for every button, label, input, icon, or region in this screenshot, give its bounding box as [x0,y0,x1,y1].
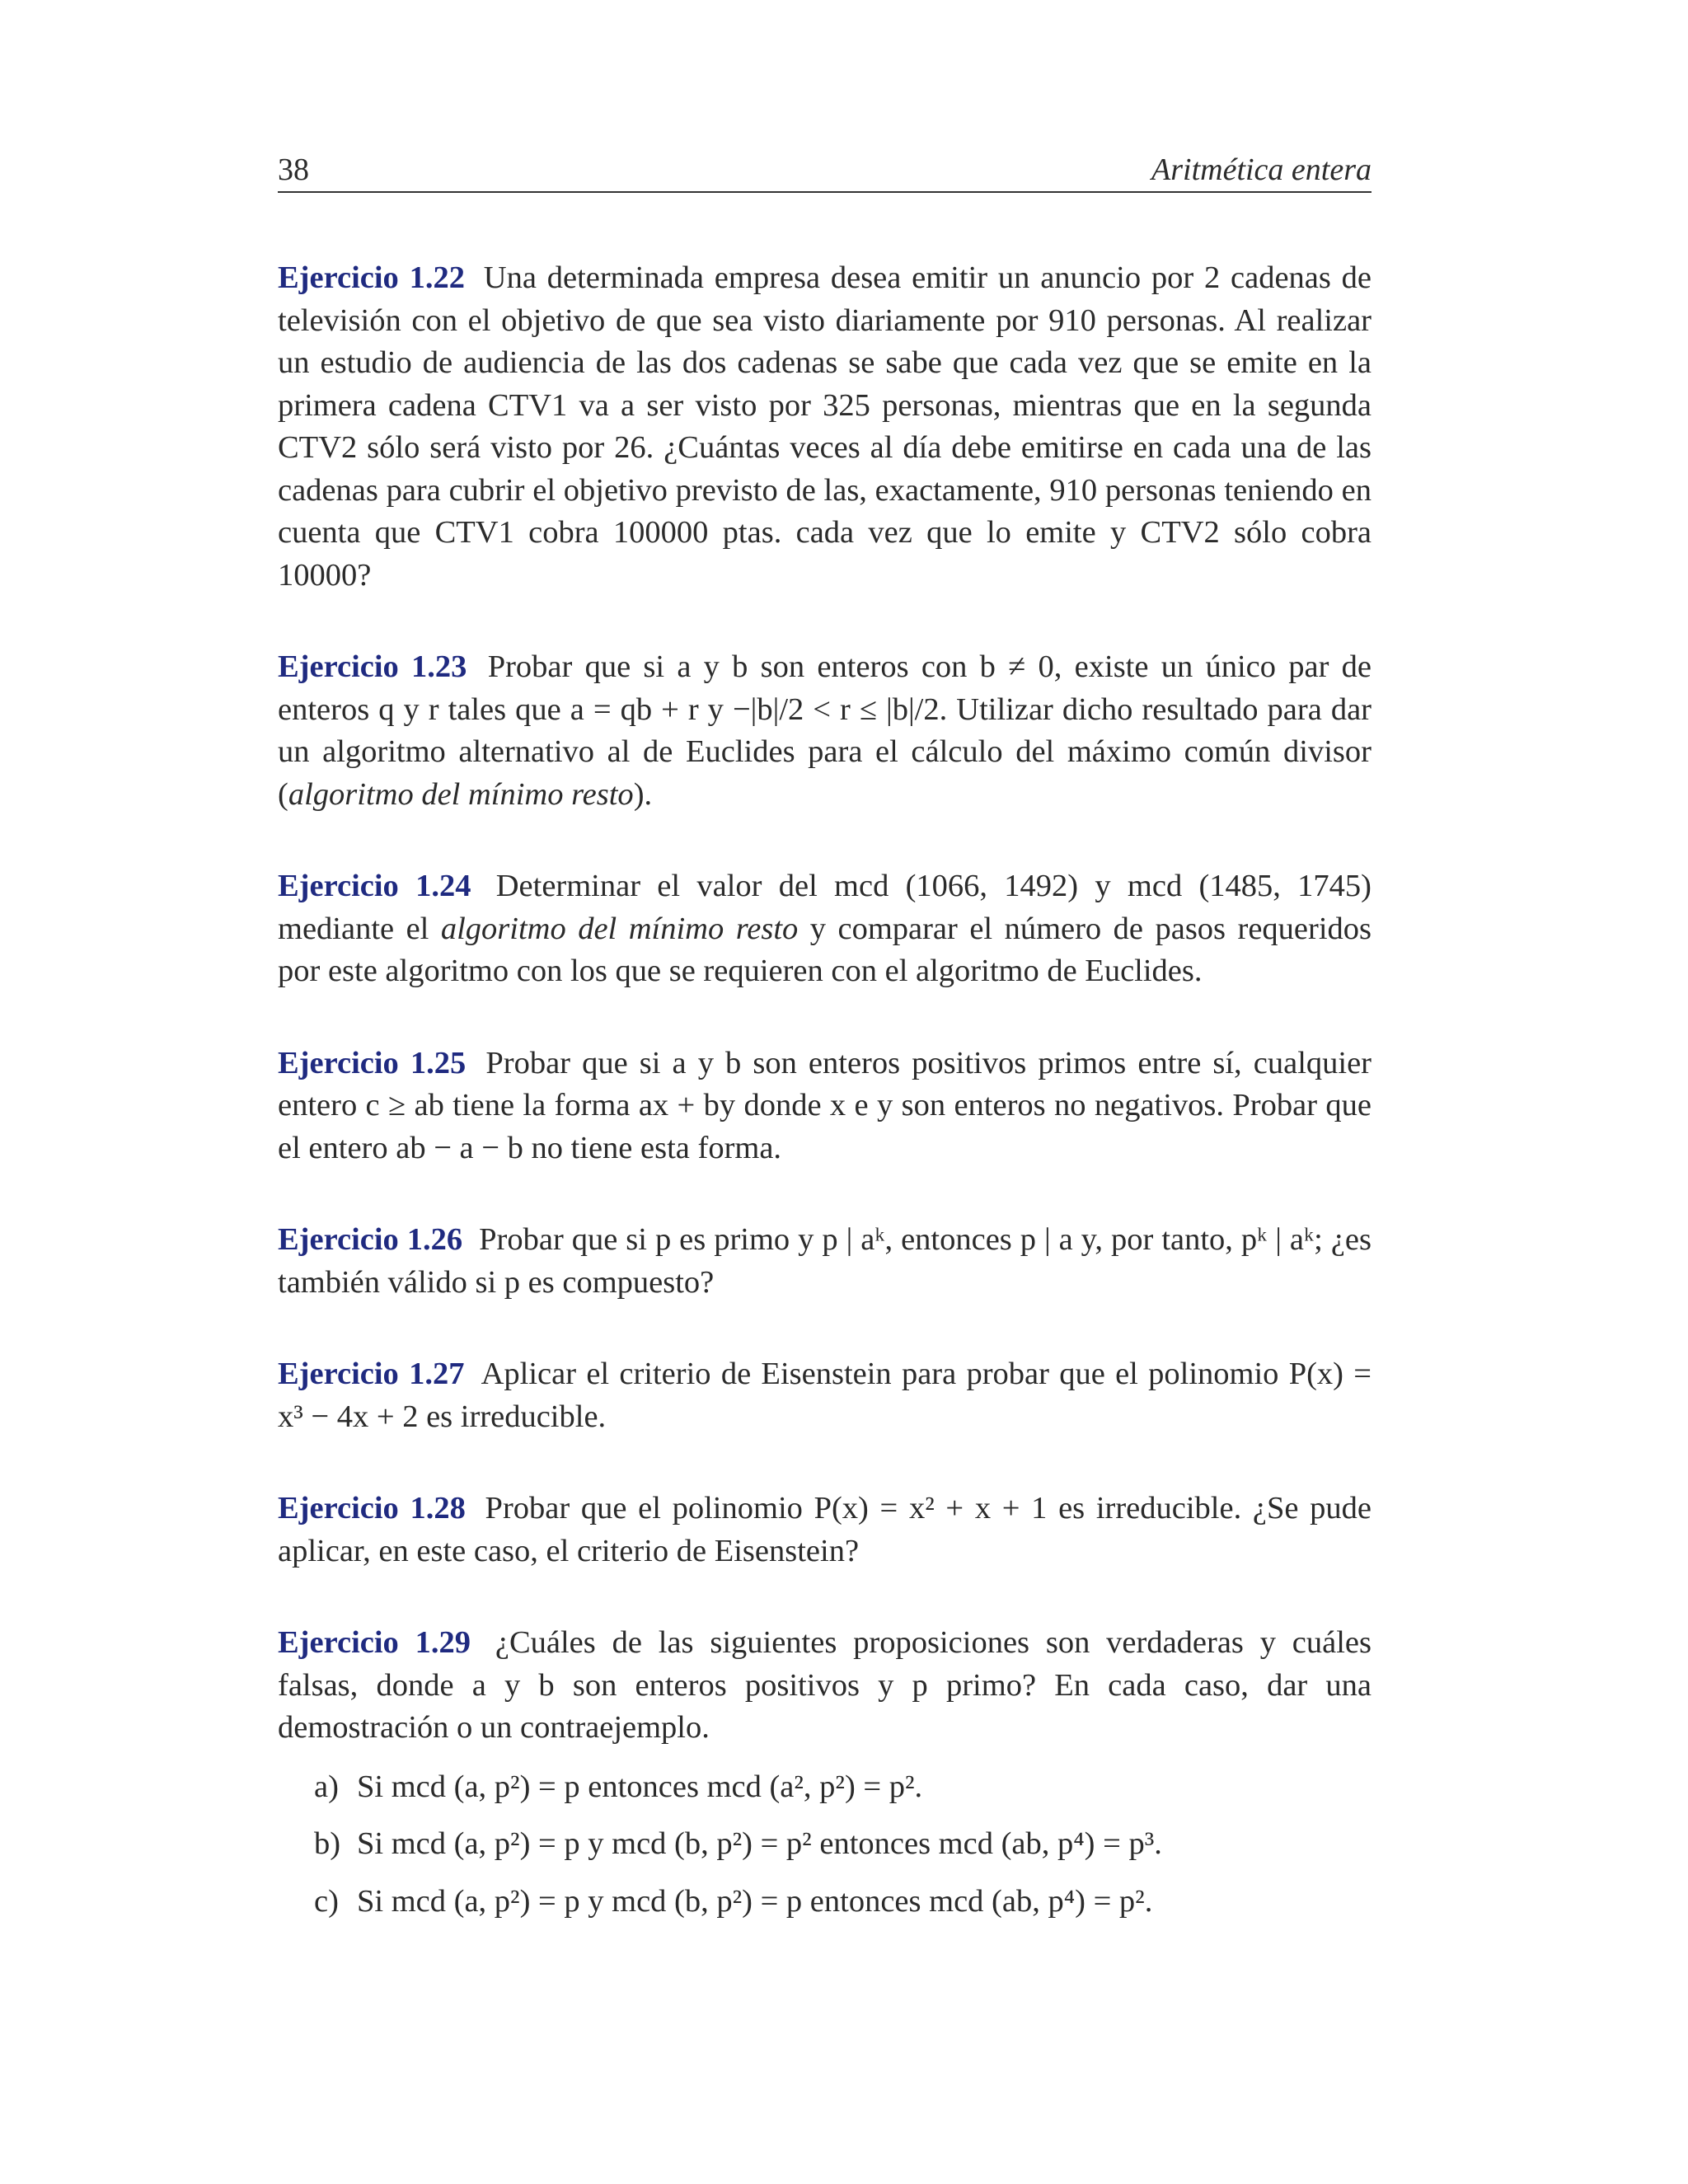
exercise-1-29 [278,1622,1372,1923]
page-body [278,257,1372,1972]
list-item [314,1823,1372,1866]
exercise-1-25 [278,1043,1372,1170]
proposition-list [278,1766,1372,1924]
exercise-text: Probar que si a y b son enteros con b ≠ 0, existe un único par de enteros q y r tales que a = qb + r y −|b|/2 < r ≤ |b|/2. Utilizar dicho resultado para dar un algoritmo alternativo al de Euclides para el cálculo del máximo común divisor ( [278,649,1372,812]
exercise-text-end: ). [633,776,653,812]
exercise-text: Una determinada empresa desea emitir un anuncio por 2 cadenas de televisión con el objetivo de que sea visto diariamente por 910 personas. Al realizar un estudio de audiencia de las dos cadenas se sabe que cada vez que se emite en la primera cadena CTV1 va a ser visto por 325 personas, mientras que en la segunda CTV2 sólo será visto por 26. ¿Cuántas veces al día debe emitirse en cada una de las cadenas para cubrir el objetivo previsto de las, exactamente, 910 personas teniendo en cuenta que CTV1 cobra 100000 ptas. cada vez que lo emite y CTV2 sólo cobra 10000? [278,260,1372,593]
exercise-label: Ejercicio 1.28 [278,1491,466,1526]
exercise-label: Ejercicio 1.27 [278,1357,465,1391]
exercise-1-23 [278,646,1372,816]
exercise-text: Aplicar el criterio de Eisenstein para probar que el polinomio P(x) = x³ − 4x + 2 es irreducible. [278,1357,1372,1434]
exercise-1-27 [278,1353,1372,1438]
exercise-1-22 [278,257,1372,597]
exercise-label: Ejercicio 1.23 [278,649,467,684]
exercise-italic-term: algoritmo del mínimo resto [288,776,634,812]
exercise-label: Ejercicio 1.24 [278,869,471,903]
list-item-text: Si mcd (a, p²) = p y mcd (b, p²) = p² entonces mcd (ab, p⁴) = p³. [357,1826,1162,1861]
exercise-label: Ejercicio 1.22 [278,260,465,295]
exercise-1-28 [278,1488,1372,1572]
exercise-text: Probar que si a y b son enteros positivos primos entre sí, cualquier entero c ≥ ab tiene la forma ax + by donde x e y son enteros no negativos. Probar que el entero ab − a − b no tiene esta forma. [278,1045,1372,1165]
list-item [314,1881,1372,1924]
exercise-text: ¿Cuáles de las siguientes proposiciones son verdaderas y cuáles falsas, donde a y b son enteros positivos y p primo? En cada caso, dar una demostración o un contraejemplo. [278,1625,1372,1745]
exercise-1-24 [278,865,1372,993]
exercise-1-26 [278,1219,1372,1304]
exercise-label: Ejercicio 1.26 [278,1222,463,1257]
list-item-tag: b) [314,1826,341,1861]
exercise-label: Ejercicio 1.25 [278,1045,467,1080]
exercise-italic-term: algoritmo del mínimo resto [440,911,799,946]
exercise-text: Probar que el polinomio P(x) = x² + x + 1 es irreducible. ¿Se pude aplicar, en este caso, el criterio de Eisenstein? [278,1491,1372,1568]
list-item-tag: a) [314,1769,339,1804]
list-item [314,1766,1372,1809]
list-item-text: Si mcd (a, p²) = p y mcd (b, p²) = p entonces mcd (ab, p⁴) = p². [357,1883,1153,1919]
chapter-title: Aritmética entera [1151,152,1372,187]
exercise-text: Determinar el valor del mcd (1066, 1492) y mcd (1485, 1745) mediante el [278,869,1372,946]
exercise-text-end: y comparar el número de pasos requeridos por este algoritmo con los que se requieren con el algoritmo de Euclides. [278,911,1372,988]
exercise-label: Ejercicio 1.29 [278,1625,471,1660]
exercise-text: Probar que si p es primo y p | aᵏ, entonces p | a y, por tanto, pᵏ | aᵏ; ¿es también válido si p es compuesto? [278,1222,1372,1300]
list-item-tag: c) [314,1883,339,1919]
list-item-text: Si mcd (a, p²) = p entonces mcd (a², p²) = p². [357,1769,923,1804]
page-header [278,148,1372,193]
exercise-paragraph [278,1622,1372,1750]
page-number: 38 [278,152,309,187]
